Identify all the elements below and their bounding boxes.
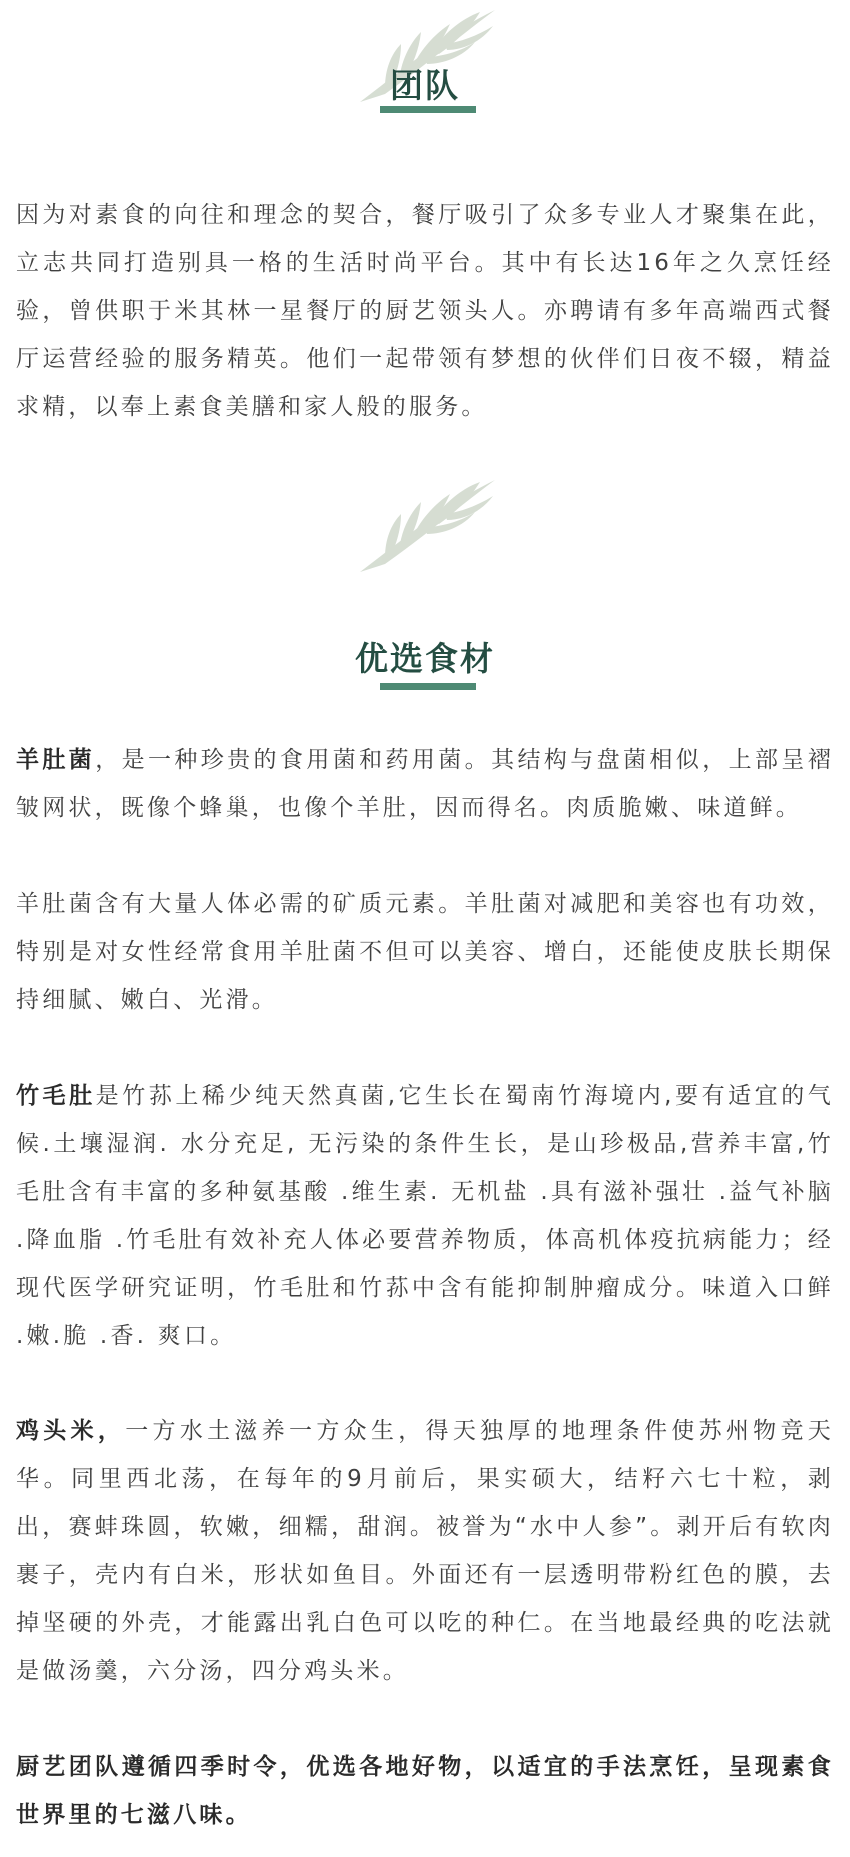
section-title-ingredients: 优选食材 [355,639,495,678]
title-underline [380,106,476,113]
section-title-team: 团队 [390,66,460,105]
morel-name: 羊肚菌 [16,747,96,773]
foxnut-paragraph [16,1407,834,1695]
bamboo-paragraph [16,1072,834,1360]
closing-paragraph: 厨艺团队遵循四季时令，优选各地好物，以适宜的手法烹饪，呈现素食世界里的七滋八味。 [16,1754,834,1828]
foxnut-text: 一方水土滋养一方众生，得天独厚的地理条件使苏州物竞天华。同里西北荡，在每年的9月前后，果实硕大，结籽六七十粒，剥出，赛蚌珠圆，软嫩，细糯，甜润。被誉为“水中人参”。剥开后有软肉裹子，壳内有白米，形状如鱼目。外面还有一层透明带粉红色的膜，去掉坚硬的外壳，才能露出乳白色可以吃的种仁。在当地最经典的吃法就是做汤羹，六分汤，四分鸡头米。 [16,1418,834,1684]
team-paragraph: 因为对素食的向往和理念的契合，餐厅吸引了众多专业人才聚集在此，立志共同打造别具一格的生活时尚平台。其中有长达16年之久烹饪经验，曾供职于米其林一星餐厅的厨艺领头人。亦聘请有多年高端西式餐厅运营经验的服务精英。他们一起带领有梦想的伙伴们日夜不辍，精益求精，以奉上素食美膳和家人般的服务。 [16,202,834,420]
morel-paragraph-2: 羊肚菌含有大量人体必需的矿质元素。羊肚菌对减肥和美容也有功效，特别是对女性经常食用羊肚菌不但可以美容、增白，还能使皮肤长期保持细腻、嫩白、光滑。 [16,891,834,1013]
title-underline [380,683,476,690]
foxnut-name: 鸡头米， [16,1418,126,1444]
morel-paragraph [16,736,834,832]
leaf-decoration-icon [345,472,505,582]
bamboo-name: 竹毛肚 [16,1083,96,1109]
morel-text: ，是一种珍贵的食用菌和药用菌。其结构与盘菌相似，上部呈褶皱网状，既像个蜂巢，也像个羊肚，因而得名。肉质脆嫩、味道鲜。 [16,747,834,821]
bamboo-text: 是竹荪上稀少纯天然真菌,它生长在蜀南竹海境内,要有适宜的气候.土壤湿润. 水分充足, 无污染的条件生长，是山珍极品,营养丰富,竹毛肚含有丰富的多种氨基酸 .维生素. 无机盐 .具有滋补强壮 .益气补脑 .降血脂 .竹毛肚有效补充人体必要营养物质，体高机体疫抗病能力；经现代医学研究证明，竹毛肚和竹荪中含有能抑制肿瘤成分。味道入口鲜 .嫩.脆 .香. 爽口。 [16,1083,834,1349]
